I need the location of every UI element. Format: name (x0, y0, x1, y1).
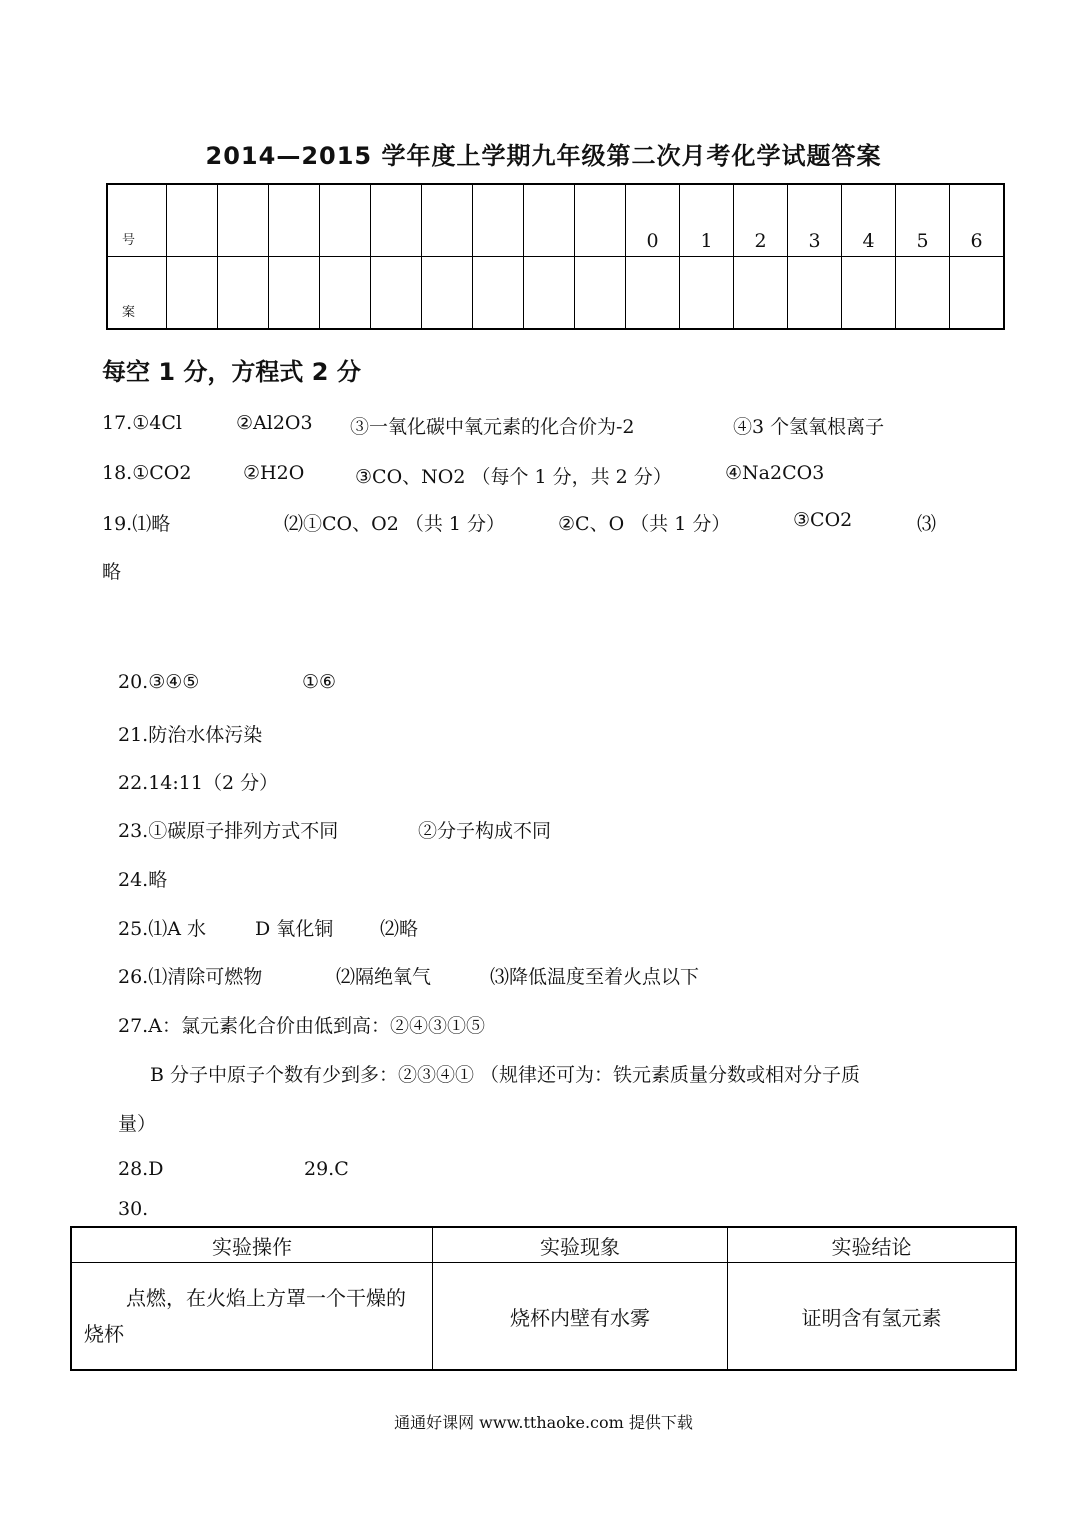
answer-25-2: D 氧化铜 (255, 918, 334, 940)
question-number-cell: 1 (680, 184, 734, 257)
answer-cell (626, 257, 680, 330)
answer-cell (788, 257, 842, 330)
answer-cell (269, 257, 320, 330)
answer-19-4: ③CO2 (793, 509, 853, 531)
question-number-cell (524, 184, 575, 257)
header-conclusion: 实验结论 (728, 1227, 1017, 1263)
answer-26-3: ⑶降低温度至着火点以下 (490, 966, 700, 988)
answer-20-1: 20.③④⑤ (118, 671, 200, 693)
question-number-cell: 2 (734, 184, 788, 257)
answer-cell (575, 257, 626, 330)
answer-19-2: ⑵①CO、O2 （共 1 分） (284, 513, 505, 535)
answer-table (106, 183, 1005, 330)
page-title: 2014—2015 学年度上学期九年级第二次月考化学试题答案 (205, 142, 882, 170)
table-row (107, 184, 1004, 257)
answer-30: 30. (118, 1198, 149, 1220)
row-label-number: 号 (107, 184, 167, 257)
table-row (71, 1227, 1016, 1263)
answer-18-3: ③CO、NO2 （每个 1 分，共 2 分） (355, 466, 672, 488)
cell-operation (71, 1263, 433, 1371)
answer-21: 21.防治水体污染 (118, 724, 263, 746)
answer-cell (320, 257, 371, 330)
answer-cell (371, 257, 422, 330)
answer-cell (734, 257, 788, 330)
question-number-cell: 4 (842, 184, 896, 257)
answer-19-1: 19.⑴略 (102, 513, 171, 535)
answer-22: 22.14:11（2 分） (118, 772, 279, 794)
row-label-answer: 案 (107, 257, 167, 330)
answer-27-b: B 分子中原子个数有少到多：②③④① （规律还可为：铁元素质量分数或相对分子质 (150, 1064, 861, 1086)
question-number-cell (218, 184, 269, 257)
answer-18-1: 18.①CO2 (102, 462, 192, 484)
answer-cell (950, 257, 1005, 330)
answer-cell (218, 257, 269, 330)
question-number-cell (167, 184, 218, 257)
question-number-cell (269, 184, 320, 257)
answer-17-1: 17.①4Cl (102, 412, 182, 434)
answer-25-3: ⑵略 (380, 918, 419, 940)
answer-29: 29.C (304, 1158, 349, 1180)
answer-28: 28.D (118, 1158, 164, 1180)
cell-phenomenon: 烧杯内壁有水雾 (433, 1263, 728, 1371)
answer-cell (842, 257, 896, 330)
answer-17-2: ②Al2O3 (236, 412, 313, 434)
answer-cell (422, 257, 473, 330)
scoring-note: 每空 1 分，方程式 2 分 (102, 358, 361, 386)
answer-19-cont: 略 (102, 561, 122, 583)
question-number-cell: 5 (896, 184, 950, 257)
header-operation: 实验操作 (71, 1227, 433, 1263)
question-number-cell: 0 (626, 184, 680, 257)
question-number-cell: 6 (950, 184, 1005, 257)
question-number-cell (320, 184, 371, 257)
question-number-cell (575, 184, 626, 257)
answer-18-4: ④Na2CO3 (725, 462, 825, 484)
answer-25-1: 25.⑴A 水 (118, 918, 206, 940)
cell-conclusion: 证明含有氢元素 (728, 1263, 1017, 1371)
answer-17-3: ③一氧化碳中氧元素的化合价为-2 (350, 416, 635, 438)
answer-cell (524, 257, 575, 330)
answer-26-1: 26.⑴清除可燃物 (118, 966, 263, 988)
answer-cell (167, 257, 218, 330)
answer-23-2: ②分子构成不同 (418, 820, 552, 842)
answer-cell (473, 257, 524, 330)
answer-26-2: ⑵隔绝氧气 (336, 966, 432, 988)
answer-cell (896, 257, 950, 330)
answer-19-5: ⑶ (917, 513, 937, 535)
answer-20-2: ①⑥ (302, 671, 337, 693)
answer-27-b-cont: 量） (118, 1113, 157, 1135)
cell-operation-text: 点燃，在火焰上方罩一个干燥的烧杯 (84, 1286, 406, 1346)
answer-19-3: ②C、O （共 1 分） (558, 513, 731, 535)
table-row (71, 1263, 1016, 1371)
footer-credit: 通通好课网 www.tthaoke.com 提供下载 (394, 1413, 693, 1432)
answer-23-1: 23.①碳原子排列方式不同 (118, 820, 339, 842)
header-phenomenon: 实验现象 (433, 1227, 728, 1263)
question-number-cell: 3 (788, 184, 842, 257)
answer-17-4: ④3 个氢氧根离子 (733, 416, 885, 438)
table-row (107, 257, 1004, 330)
answer-24: 24.略 (118, 869, 168, 891)
experiment-table (70, 1226, 1017, 1371)
question-number-cell (422, 184, 473, 257)
answer-cell (680, 257, 734, 330)
question-number-cell (371, 184, 422, 257)
answer-27-a: 27.A：氯元素化合价由低到高：②④③①⑤ (118, 1015, 485, 1037)
question-number-cell (473, 184, 524, 257)
answer-18-2: ②H2O (243, 462, 305, 484)
